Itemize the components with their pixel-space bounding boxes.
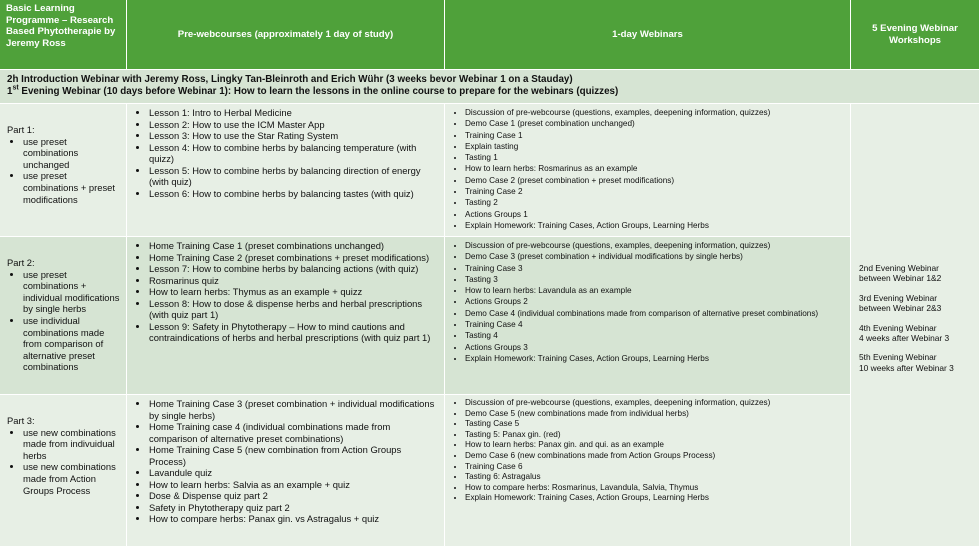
workshops-cell [851, 104, 980, 547]
workshop-timing: 4 weeks after Webinar 3 [859, 333, 950, 344]
webinar-item: • How to compare herbs: Rosmarinus, Lavandula, Salvia, Thymus [465, 483, 846, 494]
webinar-item: • Tasting 5: Panax gin. (red) [465, 430, 846, 441]
webinar-item: • Training Case 4 [465, 319, 846, 330]
webinar-item: • Discussion of pre-webcourse (questions, examples, deepening information, quizzes) [465, 107, 846, 118]
part-1-lessons-cell [127, 104, 445, 237]
part-2-webinar-cell [445, 237, 851, 395]
lesson-item: • Home Training Case 1 (preset combinations unchanged) [149, 240, 440, 252]
intro-line-1: 2h Introduction Webinar with Jeremy Ross, Lingky Tan-Bleinroth and Erich Wühr (3 weeks bevor Webinar 1 on a Stauday) [7, 74, 573, 85]
webinar-item: • How to learn herbs: Lavandula as an example [465, 285, 846, 296]
lesson-item: • Lesson 1: Intro to Herbal Medicine [149, 107, 440, 119]
lesson-item: • How to learn herbs: Salvia as an example + quiz [149, 479, 440, 491]
part-1-bullet: • use preset combinations unchanged [23, 136, 120, 171]
header-programme: Basic Learning Programme – Research Based Phytotherapie by Jeremy Ross [6, 3, 116, 49]
webinar-item: • How to learn herbs: Panax gin. and qui. as an example [465, 440, 846, 451]
webinar-item: • Actions Groups 3 [465, 342, 846, 353]
header-prewebcourses: Pre-webcourses (approximately 1 day of study) [177, 28, 394, 40]
part-2-title: Part 2: [7, 257, 35, 268]
workshop-title: 5th Evening Webinar [859, 352, 937, 363]
webinar-item: • Actions Groups 2 [465, 296, 846, 307]
part-3-cell [0, 395, 127, 547]
lesson-item: • Lesson 5: How to combine herbs by balancing direction of energy (with quiz) [149, 165, 440, 188]
part-1-title: Part 1: [7, 124, 35, 135]
webinar-item: • Demo Case 1 (preset combination unchanged) [465, 118, 846, 129]
webinar-item: • Explain tasting [465, 141, 846, 152]
lesson-item: • How to compare herbs: Panax gin. vs Astragalus + quiz [149, 513, 440, 525]
part-2-bullet: • use preset combinations + individual modifications by single herbs [23, 269, 120, 315]
webinar-item: • Demo Case 3 (preset combination + individual modifications by single herbs) [465, 251, 846, 262]
header-workshops-cell [851, 0, 980, 70]
lesson-item: • How to learn herbs: Thymus as an example + quizz [149, 286, 440, 298]
lesson-item: • Home Training Case 2 (preset combinations + preset modifications) [149, 252, 440, 264]
lesson-item: • Lesson 9: Safety in Phytotherapy – How to mind cautions and contraindications of herbs and herbal prescriptions (with quiz part 1) [149, 321, 440, 344]
webinar-item: • Tasting 6: Astragalus [465, 472, 846, 483]
part-3-lessons-cell [127, 395, 445, 547]
header-webinars-cell [445, 0, 851, 70]
intro-row [0, 70, 980, 104]
lesson-item: • Dose & Dispense quiz part 2 [149, 490, 440, 502]
workshop-timing: between Webinar 1&2 [859, 273, 942, 284]
webinar-item: • Demo Case 6 (new combinations made from Action Groups Process) [465, 451, 846, 462]
webinar-item: • Tasting Case 5 [465, 419, 846, 430]
webinar-item: • Training Case 2 [465, 186, 846, 197]
webinar-item: • Tasting 4 [465, 330, 846, 341]
part-3-title: Part 3: [7, 415, 35, 426]
part-1-webinar-cell [445, 104, 851, 237]
workshop-item [859, 323, 975, 344]
lesson-item: • Home Training Case 5 (new combination from Action Groups Process) [149, 444, 440, 467]
header-workshops: 5 Evening Webinar Workshops [872, 22, 958, 46]
webinar-item: • Demo Case 5 (new combinations made from individual herbs) [465, 409, 846, 420]
part-1-bullet: • use preset combinations + preset modifications [23, 170, 120, 205]
webinar-item: • Explain Homework: Training Cases, Action Groups, Learning Herbs [465, 493, 846, 504]
webinar-item: • Actions Groups 1 [465, 209, 846, 220]
lesson-item: • Lesson 4: How to combine herbs by balancing temperature (with quizz) [149, 142, 440, 165]
lesson-item: • Home Training Case 3 (preset combination + individual modifications by single herbs) [149, 398, 440, 421]
header-prewebcourses-cell [127, 0, 445, 70]
webinar-item: • Discussion of pre-webcourse (questions, examples, deepening information, quizzes) [465, 240, 846, 251]
lesson-item: • Lesson 8: How to dose & dispense herbs and herbal prescriptions (with quiz part 1) [149, 298, 440, 321]
header-programme-cell [0, 0, 127, 70]
workshop-item [859, 263, 975, 284]
lesson-item: • Lesson 6: How to combine herbs by balancing tastes (with quiz) [149, 188, 440, 200]
part-2-cell [0, 237, 127, 395]
lesson-item: • Lesson 2: How to use the ICM Master App [149, 119, 440, 131]
webinar-item: • Explain Homework: Training Cases, Action Groups, Learning Herbs [465, 353, 846, 364]
part-3-webinar-cell [445, 395, 851, 547]
webinar-item: • Demo Case 4 (individual combinations made from comparison of alternative preset combinations) [465, 308, 846, 319]
lesson-item: • Lesson 7: How to combine herbs by balancing actions (with quiz) [149, 263, 440, 275]
webinar-item: • Tasting 2 [465, 197, 846, 208]
webinar-item: • Training Case 3 [465, 263, 846, 274]
part-2-bullet: • use individual combinations made from comparison of alternative preset combinations [23, 315, 120, 373]
webinar-item: • How to learn herbs: Rosmarinus as an example [465, 163, 846, 174]
intro-line-2-number: 1 [7, 86, 13, 98]
lesson-item: • Safety in Phytotherapy quiz part 2 [149, 502, 440, 514]
workshop-title: 3rd Evening Webinar [859, 292, 938, 303]
part-3-bullet: • use new combinations made from Action Groups Process [23, 461, 120, 496]
header-webinars: 1-day Webinars [612, 28, 683, 40]
lesson-item: • Rosmarinus quiz [149, 275, 440, 287]
webinar-item: • Discussion of pre-webcourse (questions, examples, deepening information, quizzes) [465, 398, 846, 409]
workshop-title: 4th Evening Webinar [859, 322, 937, 333]
intro-line-2-text: Evening Webinar (10 days before Webinar 1): How to learn the lessons in the online course to prepare for the webinars (quizzes) [18, 86, 619, 98]
webinar-item: • Demo Case 2 (preset combination + preset modifications) [465, 175, 846, 186]
workshop-item [859, 352, 975, 373]
part-1-cell [0, 104, 127, 237]
workshop-timing: 10 weeks after Webinar 3 [859, 362, 954, 373]
workshop-title: 2nd Evening Webinar [859, 263, 939, 273]
lesson-item: • Lesson 3: How to use the Star Rating System [149, 130, 440, 142]
webinar-item: • Tasting 1 [465, 152, 846, 163]
webinar-item: • Explain Homework: Training Cases, Action Groups, Learning Herbs [465, 220, 846, 231]
webinar-item: • Training Case 6 [465, 462, 846, 473]
webinar-item: • Training Case 1 [465, 130, 846, 141]
part-2-lessons-cell [127, 237, 445, 395]
workshop-timing: between Webinar 2&3 [859, 303, 942, 314]
workshop-item [859, 293, 975, 314]
intro-line-2 [7, 86, 972, 98]
intro-line-2-suffix: st [12, 84, 19, 92]
webinar-item: • Tasting 3 [465, 274, 846, 285]
part-3-bullet: • use new combinations made from indivuidual herbs [23, 427, 120, 462]
lesson-item: • Lavandule quiz [149, 467, 440, 479]
lesson-item: • Home Training case 4 (individual combinations made from comparison of alternative preset combinations) [149, 421, 440, 444]
